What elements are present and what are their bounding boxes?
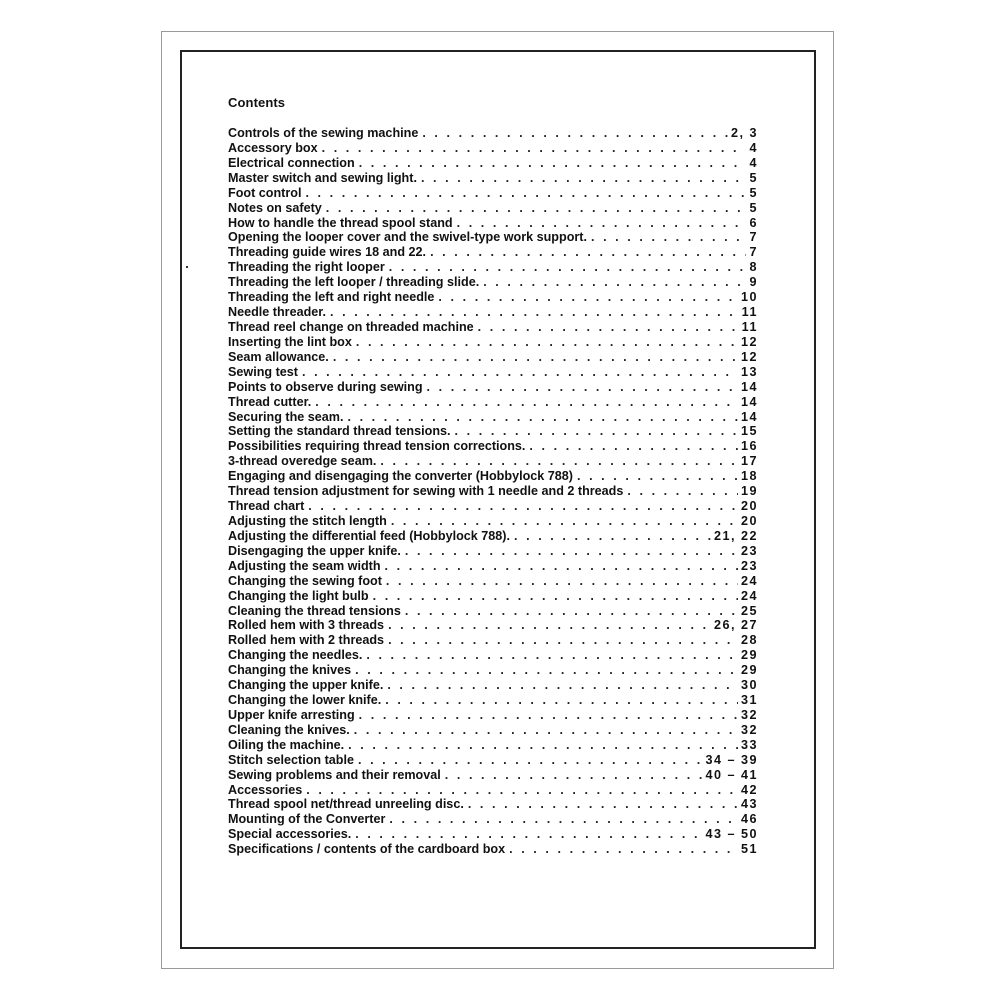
dot-leader <box>427 380 738 395</box>
toc-entry-page: 11 <box>741 319 758 334</box>
toc-entry-page: 7 <box>749 230 758 245</box>
toc-entry <box>228 514 758 529</box>
toc-entry-page: 9 <box>749 275 758 290</box>
toc-entry-page: 2, 3 <box>730 126 758 140</box>
toc-entry <box>228 544 758 559</box>
toc-entry-title: Changing the knives <box>228 663 352 678</box>
dot-leader <box>421 171 747 186</box>
toc-entry <box>228 783 758 798</box>
dot-leader <box>445 768 703 783</box>
toc-entry-page: 5 <box>749 200 758 215</box>
dot-leader <box>366 648 738 663</box>
toc-entry-title: Changing the lower knife. <box>228 693 382 708</box>
dot-leader <box>359 708 738 723</box>
dot-leader <box>380 454 738 469</box>
scan-speck <box>186 266 188 268</box>
toc-entry-title: Changing the upper knife. <box>228 678 384 693</box>
dot-leader <box>358 753 703 768</box>
toc-entry <box>228 648 758 663</box>
toc-entry-title: Accessories <box>228 782 303 797</box>
toc-entry <box>228 216 758 231</box>
dot-leader <box>509 842 738 857</box>
toc-entry-page: 43 – 50 <box>705 827 758 842</box>
toc-entry-title: Setting the standard thread tensions. <box>228 424 451 439</box>
dot-leader <box>627 484 738 499</box>
toc-entry-page: 18 <box>740 469 758 484</box>
dot-leader <box>354 723 738 738</box>
toc-entry <box>228 126 758 141</box>
dot-leader <box>308 499 738 514</box>
toc-entry <box>228 290 758 305</box>
dot-leader <box>478 320 739 335</box>
toc-entry-page: 11 <box>741 305 758 320</box>
toc-entry-page: 16 <box>740 439 758 454</box>
toc-entry-title: Oiling the machine. <box>228 737 345 752</box>
toc-entry-title: Rolled hem with 2 threads <box>228 633 385 648</box>
dot-leader <box>356 335 738 350</box>
toc-entry-title: Possibilities requiring thread tension corrections. <box>228 439 526 454</box>
dot-leader <box>385 559 738 574</box>
toc-entry-page: 25 <box>740 603 758 618</box>
toc-entry-title: Adjusting the differential feed (Hobbylock 788). <box>228 528 510 543</box>
toc-entry <box>228 156 758 171</box>
toc-entry-title: Master switch and sewing light. <box>228 170 417 185</box>
dot-leader <box>430 245 746 260</box>
dot-leader <box>355 663 738 678</box>
toc-entry-title: Thread reel change on threaded machine <box>228 319 474 334</box>
toc-entry-page: 31 <box>740 693 758 708</box>
toc-entry-title: Specifications / contents of the cardboard box <box>228 842 506 857</box>
toc-entry-title: Upper knife arresting <box>228 707 355 722</box>
dot-leader <box>405 604 738 619</box>
toc-entry-title: Cleaning the thread tensions <box>228 603 401 618</box>
toc-entry-page: 17 <box>740 454 758 469</box>
toc-entry-page: 32 <box>740 707 758 722</box>
toc-entry-page: 4 <box>749 155 758 170</box>
dot-leader <box>468 797 738 812</box>
toc-entry-page: 14 <box>740 379 758 394</box>
dot-leader <box>386 574 738 589</box>
dot-leader <box>315 395 738 410</box>
toc-entry-page: 34 – 39 <box>705 752 758 767</box>
dot-leader <box>305 186 746 201</box>
toc-entry-page: 24 <box>740 588 758 603</box>
toc-entry-title: Cleaning the knives. <box>228 722 350 737</box>
toc-entry-page: 13 <box>740 364 758 379</box>
toc-entry-title: Changing the sewing foot <box>228 573 382 588</box>
dot-leader <box>359 156 747 171</box>
dot-leader <box>355 827 702 842</box>
toc-entry-title: Adjusting the seam width <box>228 558 381 573</box>
toc-entry <box>228 320 758 335</box>
dot-leader <box>438 290 738 305</box>
dot-leader <box>457 216 747 231</box>
toc-entry-page: 40 – 41 <box>705 767 758 782</box>
toc-entry <box>228 559 758 574</box>
dot-leader <box>373 589 738 604</box>
toc-entry-title: Electrical connection <box>228 155 355 170</box>
toc-entry <box>228 410 758 425</box>
toc-entry-title: Foot control <box>228 185 302 200</box>
toc-entry-page: 32 <box>740 722 758 737</box>
dot-leader <box>514 529 711 544</box>
toc-entry <box>228 768 758 783</box>
toc-entry <box>228 469 758 484</box>
toc-entry-page: 30 <box>740 678 758 693</box>
toc-entry <box>228 529 758 544</box>
toc-entry-title: Threading guide wires 18 and 22. <box>228 245 427 260</box>
toc-entry <box>228 693 758 708</box>
toc-entry-title: Accessory box <box>228 140 318 155</box>
dot-leader <box>422 126 728 141</box>
toc-entry-title: How to handle the thread spool stand <box>228 215 453 230</box>
toc-entry-page: 28 <box>740 633 758 648</box>
toc-entry <box>228 454 758 469</box>
toc-entry <box>228 604 758 619</box>
toc-entry-title: Adjusting the stitch length <box>228 513 387 528</box>
toc-entry-page: 23 <box>740 543 758 558</box>
toc-entry-page: 46 <box>740 812 758 827</box>
toc-entry-title: Changing the light bulb <box>228 588 369 603</box>
toc-entry-page: 24 <box>740 573 758 588</box>
dot-leader <box>302 365 738 380</box>
dot-leader <box>306 783 738 798</box>
toc-entry <box>228 365 758 380</box>
toc-entry <box>228 395 758 410</box>
toc-entry-page: 20 <box>740 513 758 528</box>
toc-entry <box>228 141 758 156</box>
toc-entry-page: 19 <box>740 484 758 499</box>
dot-leader <box>591 230 747 245</box>
toc-entry-page: 12 <box>740 334 758 349</box>
toc-entry-page: 7 <box>749 245 758 260</box>
toc-entry-title: Engaging and disengaging the converter (Hobbylock 788) <box>228 469 573 484</box>
toc-entry-page: 10 <box>740 290 758 305</box>
toc-entry-title: Sewing test <box>228 364 298 379</box>
toc-entry <box>228 708 758 723</box>
toc-entry <box>228 335 758 350</box>
dot-leader <box>322 141 747 156</box>
toc-entry <box>228 574 758 589</box>
toc-entry-page: 23 <box>740 558 758 573</box>
toc-entry-title: Mounting of the Converter <box>228 812 386 827</box>
toc-entry <box>228 618 758 633</box>
toc-entry-page: 14 <box>740 394 758 409</box>
dot-leader <box>333 350 738 365</box>
toc-entry-title: Controls of the sewing machine <box>228 126 419 140</box>
dot-leader <box>388 618 711 633</box>
toc-entry <box>228 797 758 812</box>
toc-entry <box>228 201 758 216</box>
toc-entry-page: 21, 22 <box>713 528 758 543</box>
toc-entry-title: 3-thread overedge seam. <box>228 454 377 469</box>
toc-entry <box>228 186 758 201</box>
toc-entry <box>228 663 758 678</box>
toc-entry-page: 12 <box>740 349 758 364</box>
toc-entry-page: 29 <box>740 648 758 663</box>
toc-entry-title: Seam allowance. <box>228 349 329 364</box>
toc-entry <box>228 171 758 186</box>
dot-leader <box>391 514 738 529</box>
toc-entry <box>228 812 758 827</box>
dot-leader <box>529 439 738 454</box>
toc-entry <box>228 305 758 320</box>
toc-entry <box>228 260 758 275</box>
dot-leader <box>405 544 738 559</box>
toc-entry-title: Needle threader. <box>228 305 326 320</box>
toc-entry <box>228 484 758 499</box>
toc-entry-title: Notes on safety <box>228 200 322 215</box>
toc-entry <box>228 275 758 290</box>
toc-entry-title: Thread cutter. <box>228 394 312 409</box>
toc-entry-page: 51 <box>740 842 758 857</box>
dot-leader <box>330 305 739 320</box>
toc-entry-title: Threading the left and right needle <box>228 290 435 305</box>
toc-entry-page: 15 <box>740 424 758 439</box>
toc-entry <box>228 499 758 514</box>
toc-entry-title: Threading the left looper / threading slide. <box>228 275 480 290</box>
dot-leader <box>577 469 738 484</box>
toc-entry-title: Sewing problems and their removal <box>228 767 441 782</box>
toc-entry <box>228 753 758 768</box>
toc-entry-title: Changing the needles. <box>228 648 363 663</box>
toc-entry-title: Opening the looper cover and the swivel-type work support. <box>228 230 587 245</box>
dot-leader <box>389 260 747 275</box>
toc-entry <box>228 633 758 648</box>
toc-entry-page: 5 <box>749 170 758 185</box>
toc-entry-title: Thread chart <box>228 499 305 514</box>
toc-entry <box>228 842 758 857</box>
toc-entry-title: Special accessories. <box>228 827 352 842</box>
toc-entry <box>228 738 758 753</box>
toc-entry <box>228 245 758 260</box>
toc-entry-page: 4 <box>749 140 758 155</box>
toc-entry-title: Threading the right looper <box>228 260 385 275</box>
dot-leader <box>483 275 746 290</box>
toc-entry <box>228 380 758 395</box>
toc-entry <box>228 439 758 454</box>
toc-entry <box>228 827 758 842</box>
toc-entry-title: Thread tension adjustment for sewing with 1 needle and 2 threads <box>228 484 624 499</box>
dot-leader <box>348 738 738 753</box>
toc-entry-title: Thread spool net/thread unreeling disc. <box>228 797 464 812</box>
dot-leader <box>385 693 738 708</box>
toc-entry-page: 8 <box>749 260 758 275</box>
table-of-contents <box>228 126 758 857</box>
toc-entry-page: 20 <box>740 499 758 514</box>
toc-entry-title: Rolled hem with 3 threads <box>228 618 385 633</box>
page-title: Contents <box>228 95 286 110</box>
dot-leader <box>389 812 738 827</box>
toc-entry <box>228 230 758 245</box>
toc-entry <box>228 678 758 693</box>
toc-entry-page: 5 <box>749 185 758 200</box>
toc-entry-page: 43 <box>740 797 758 812</box>
toc-entry-title: Stitch selection table <box>228 752 354 767</box>
toc-entry-page: 14 <box>740 409 758 424</box>
dot-leader <box>388 633 738 648</box>
toc-entry <box>228 424 758 439</box>
toc-entry <box>228 723 758 738</box>
toc-entry <box>228 350 758 365</box>
toc-entry-page: 33 <box>740 737 758 752</box>
toc-entry-page: 42 <box>740 782 758 797</box>
toc-entry-title: Points to observe during sewing <box>228 379 423 394</box>
dot-leader <box>455 424 738 439</box>
toc-entry-page: 26, 27 <box>713 618 758 633</box>
toc-entry-page: 29 <box>740 663 758 678</box>
toc-entry-page: 6 <box>749 215 758 230</box>
dot-leader <box>387 678 738 693</box>
dot-leader <box>326 201 747 216</box>
toc-entry-title: Securing the seam. <box>228 409 344 424</box>
toc-entry <box>228 589 758 604</box>
dot-leader <box>347 410 738 425</box>
toc-entry-title: Disengaging the upper knife. <box>228 543 401 558</box>
toc-entry-title: Inserting the lint box <box>228 334 352 349</box>
